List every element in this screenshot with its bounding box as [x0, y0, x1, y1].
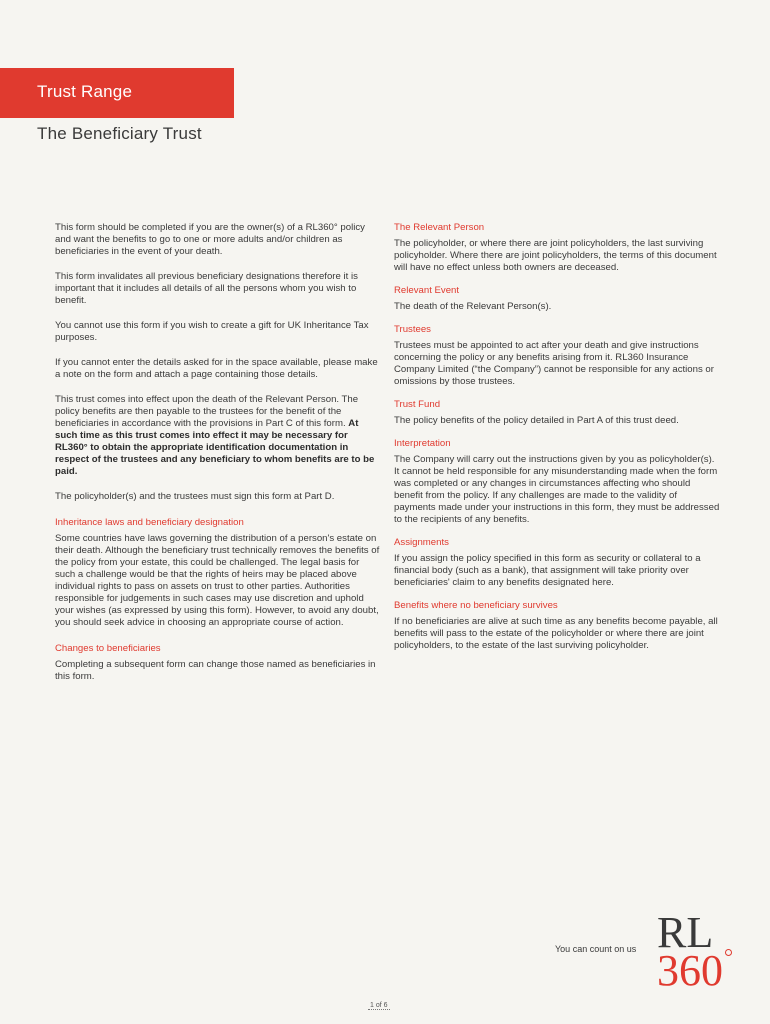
rl360-logo	[655, 908, 737, 995]
logo-rl-text: RL	[657, 908, 714, 957]
banner-title: Trust Range	[37, 82, 133, 101]
effect-bold-text: At such time as this trust comes into effect it may be necessary for RL360° to obtain the appropriate identification documentation in respect of the trustees and any beneficiary to whom benefits are to be paid.	[55, 418, 375, 477]
changes-paragraph: Completing a subsequent form can change those named as beneficiaries in this form.	[55, 659, 376, 682]
effect-text: This trust comes into effect upon the death of the Relevant Person. The policy benefits are then payable to the trustees for the benefit of the beneficiaries in accordance with the provisions in Part C of this form.	[55, 394, 359, 429]
page-title: The Beneficiary Trust	[37, 124, 202, 143]
assignments-paragraph: If you assign the policy specified in this form as security or collateral to a financial body (such as a bank), that assignment will take priority over beneficiaries' claim to any benefits designated here.	[394, 553, 701, 588]
interpretation-heading: Interpretation	[394, 438, 451, 449]
no-beneficiary-paragraph: If no beneficiaries are alive at such time as any benefits become payable, all benefits will pass to the estate of the policyholder or where there are joint policyholders, to the estate of the last surviving policyholder.	[394, 616, 718, 651]
trust-fund-heading: Trust Fund	[394, 399, 441, 410]
right-column	[394, 222, 720, 663]
changes-heading: Changes to beneficiaries	[55, 643, 161, 654]
page-number: 1 of 6	[370, 1002, 388, 1009]
trust-fund-paragraph: The policy benefits of the policy detailed in Part A of this trust deed.	[394, 415, 679, 426]
inheritance-tax-paragraph: You cannot use this form if you wish to create a gift for UK Inheritance Tax purposes.	[55, 320, 369, 343]
sign-paragraph: The policyholder(s) and the trustees must sign this form at Part D.	[55, 491, 335, 502]
space-note-paragraph: If you cannot enter the details asked for in the space available, please make a note on the form and attach a page containing those details.	[55, 357, 378, 380]
relevant-person-heading: The Relevant Person	[394, 222, 485, 233]
trustees-paragraph: Trustees must be appointed to act after your death and give instructions concerning the policy or any benefits arising from it. RL360 Insurance Company Limited (“the Company”) cannot be responsible for any actions or omissions by those trustees.	[394, 340, 714, 387]
logo-degree-icon	[725, 949, 732, 956]
inheritance-paragraph: Some countries have laws governing the distribution of a person's estate on their death. Although the beneficiary trust technically removes the benefits of the policy from your estate, this could be challenged. The legal basis for such a challenge would be that the rights of heirs may be placed above individual rights to pass on assets on trust to other parties. Authorities responsible for judgements in such cases may use discretion and uphold your wishes (as expressed by using this form). However, to avoid any doubt, you should seek advice in choosing an appropriate course of action.	[55, 533, 380, 628]
inheritance-heading: Inheritance laws and beneficiary designation	[55, 517, 244, 528]
trustees-heading: Trustees	[394, 324, 431, 335]
relevant-person-paragraph: The policyholder, or where there are joint policyholders, the last surviving policyholder. Where there are joint policyholders, the terms of this document will have no effect unless both owners are deceased.	[394, 238, 717, 273]
header-banner	[0, 68, 234, 118]
interpretation-paragraph: The Company will carry out the instructions given by you as policyholder(s). It cannot be held responsible for any misunderstanding made when the form was completed or any changes in circumstances affecting who should benefit from the policy. If any challenges are made to the validity of payments made under your instructions in this form, they must be addressed to the recipients of any benefits.	[394, 454, 720, 525]
logo-360-text: 360	[657, 946, 723, 995]
tagline: You can count on us	[555, 944, 637, 954]
effect-paragraph	[55, 394, 381, 478]
relevant-event-heading: Relevant Event	[394, 285, 460, 296]
assignments-heading: Assignments	[394, 537, 449, 548]
intro-paragraph: This form should be completed if you are the owner(s) of a RL360° policy and want the benefits to go to one or more adults and/or children as beneficiaries in the event of your death.	[55, 222, 365, 257]
no-beneficiary-heading: Benefits where no beneficiary survives	[394, 600, 558, 611]
relevant-event-paragraph: The death of the Relevant Person(s).	[394, 301, 552, 312]
left-column	[55, 222, 381, 696]
invalidates-paragraph: This form invalidates all previous beneficiary designations therefore it is important that it includes all details of all the persons whom you wish to benefit.	[55, 271, 358, 306]
